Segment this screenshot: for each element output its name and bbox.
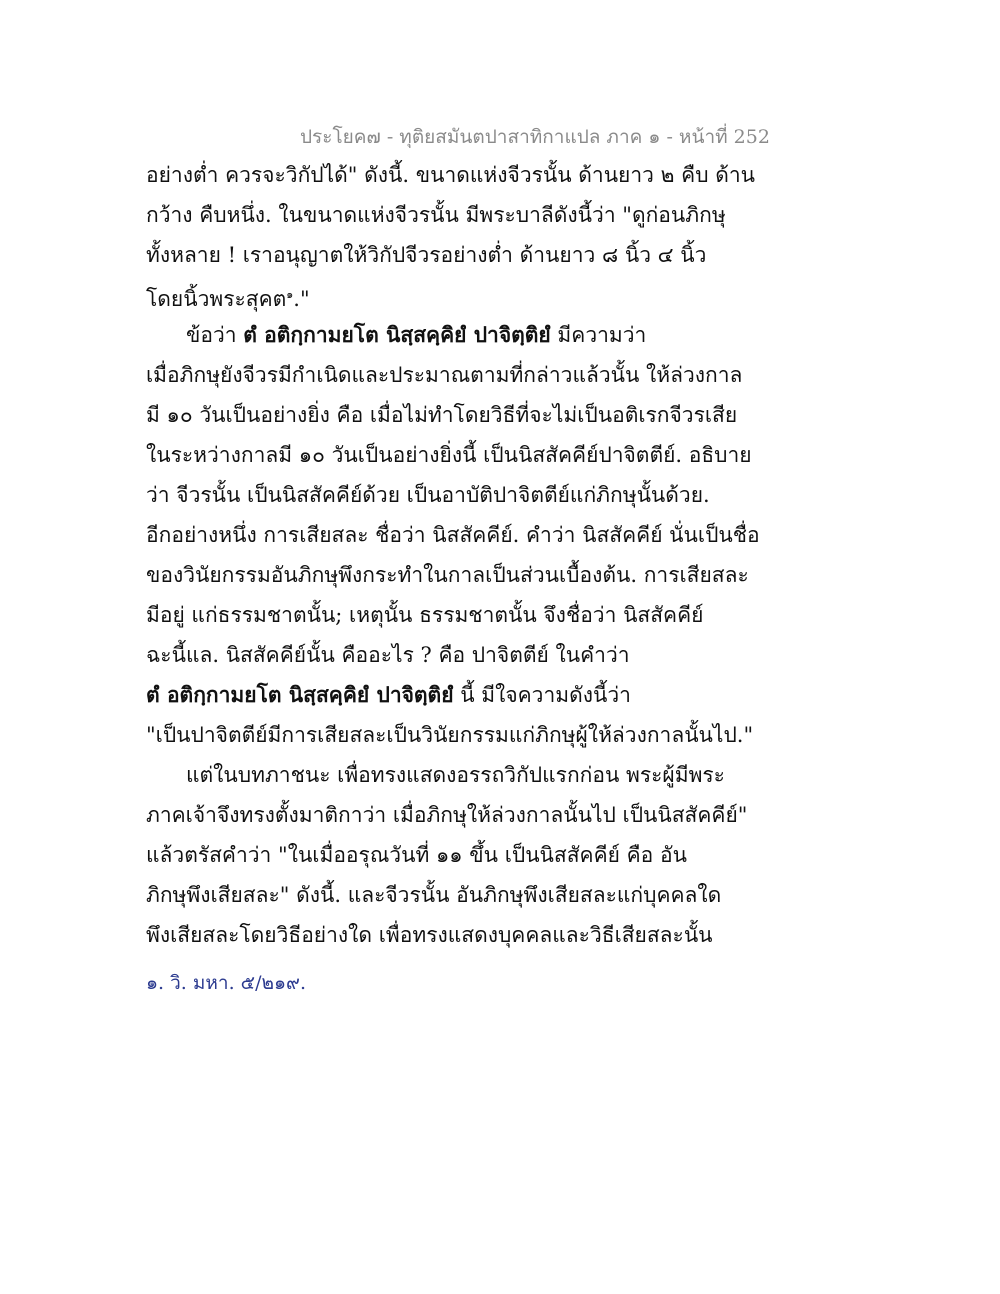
text-line-1: อย่างต่ำ ควรจะวิกัปได้" ดังนี้. ขนาดแห่งจีวรนั้น ด้านยาว ๒ คืบ ด้าน [146, 163, 755, 187]
body-text [146, 160, 760, 960]
text-line-14 [146, 680, 726, 720]
text-line-18: แล้วตรัสคำว่า "ในเมื่ออรุณวันที่ ๑๑ ขึ้น เป็นนิสสัคคีย์ คือ อัน [146, 843, 687, 867]
text-line-3: ทั้งหลาย ! เราอนุญาตให้วิกัปจีวรอย่างต่ำ ด้านยาว ๘ นิ้ว ๔ นิ้ว [146, 243, 707, 267]
text-line-8: ในระหว่างกาลมี ๑๐ วันเป็นอย่างยิ่งนี้ เป็นนิสสัคคีย์ปาจิตตีย์. อธิบาย [146, 443, 752, 467]
text-line-4 [146, 280, 726, 320]
running-head: ประโยค๗ - ทุติยสมันตปาสาทิกาแปล ภาค ๑ - หน้าที่ 252 [300, 126, 770, 148]
text-line-11: ของวินัยกรรมอันภิกษุพึงกระทำในกาลเป็นส่วนเบื้องต้น. การเสียสละ [146, 563, 749, 587]
footnote-marker: ๑ [286, 288, 294, 301]
text-line-4-main: โดยนิ้วพระสุคต [146, 287, 287, 311]
text-line-20: พึงเสียสละโดยวิธีอย่างใด เพื่อทรงแสดงบุคคลและวิธีเสียสละนั้น [146, 923, 713, 947]
text-line-5-a: ข้อว่า [186, 323, 244, 347]
text-line-17: ภาคเจ้าจึงทรงตั้งมาติกาว่า เมื่อภิกษุให้ล่วงกาลนั้นไป เป็นนิสสัคคีย์" [146, 803, 748, 827]
text-line-5 [146, 320, 726, 360]
pali-phrase-1: ตํ อติกฺกามยโต นิสฺสคฺคิยํ ปาจิตฺติยํ [243, 322, 551, 347]
pali-phrase-2: ตํ อติกฺกามยโต นิสฺสคฺคิยํ ปาจิตฺติยํ [146, 682, 454, 707]
text-line-14-b: นี้ มีใจความดังนี้ว่า [453, 683, 631, 707]
text-line-10: อีกอย่างหนึ่ง การเสียสละ ชื่อว่า นิสสัคคีย์. คำว่า นิสสัคคีย์ นั่นเป็นชื่อ [146, 523, 760, 547]
text-line-5-b: มีความว่า [550, 323, 647, 347]
text-line-13: ฉะนี้แล. นิสสัคคีย์นั้น คืออะไร ? คือ ปาจิตตีย์ ในคำว่า [146, 643, 630, 667]
text-line-9: ว่า จีวรนั้น เป็นนิสสัคคีย์ด้วย เป็นอาบัติปาจิตตีย์แก่ภิกษุนั้นด้วย. [146, 483, 710, 507]
text-line-16: แต่ในบทภาชนะ เพื่อทรงแสดงอรรถวิกัปแรกก่อน พระผู้มีพระ [186, 763, 725, 787]
text-line-2: กว้าง คืบหนึ่ง. ในขนาดแห่งจีวรนั้น มีพระบาลีดังนี้ว่า "ดูก่อนภิกษุ [146, 203, 726, 227]
footnote: ๑. วิ. มหา. ๕/๒๑๙. [146, 972, 307, 994]
text-line-12: มีอยู่ แก่ธรรมชาตนั้น; เหตุนั้น ธรรมชาตนั้น จึงชื่อว่า นิสสัคคีย์ [146, 603, 704, 627]
text-line-15: "เป็นปาจิตตีย์มีการเสียสละเป็นวินัยกรรมแก่ภิกษุผู้ให้ล่วงกาลนั้นไป." [146, 723, 754, 747]
text-line-7: มี ๑๐ วันเป็นอย่างยิ่ง คือ เมื่อไม่ทำโดยวิธีที่จะไม่เป็นอติเรกจีวรเสีย [146, 403, 738, 427]
text-line-6: เมื่อภิกษุยังจีวรมีกำเนิดและประมาณตามที่กล่าวแล้วนั้น ให้ล่วงกาล [146, 363, 743, 387]
text-line-4-suffix: ." [293, 287, 310, 311]
text-line-19: ภิกษุพึงเสียสละ" ดังนี้. และจีวรนั้น อันภิกษุพึงเสียสละแก่บุคคลใด [146, 883, 722, 907]
